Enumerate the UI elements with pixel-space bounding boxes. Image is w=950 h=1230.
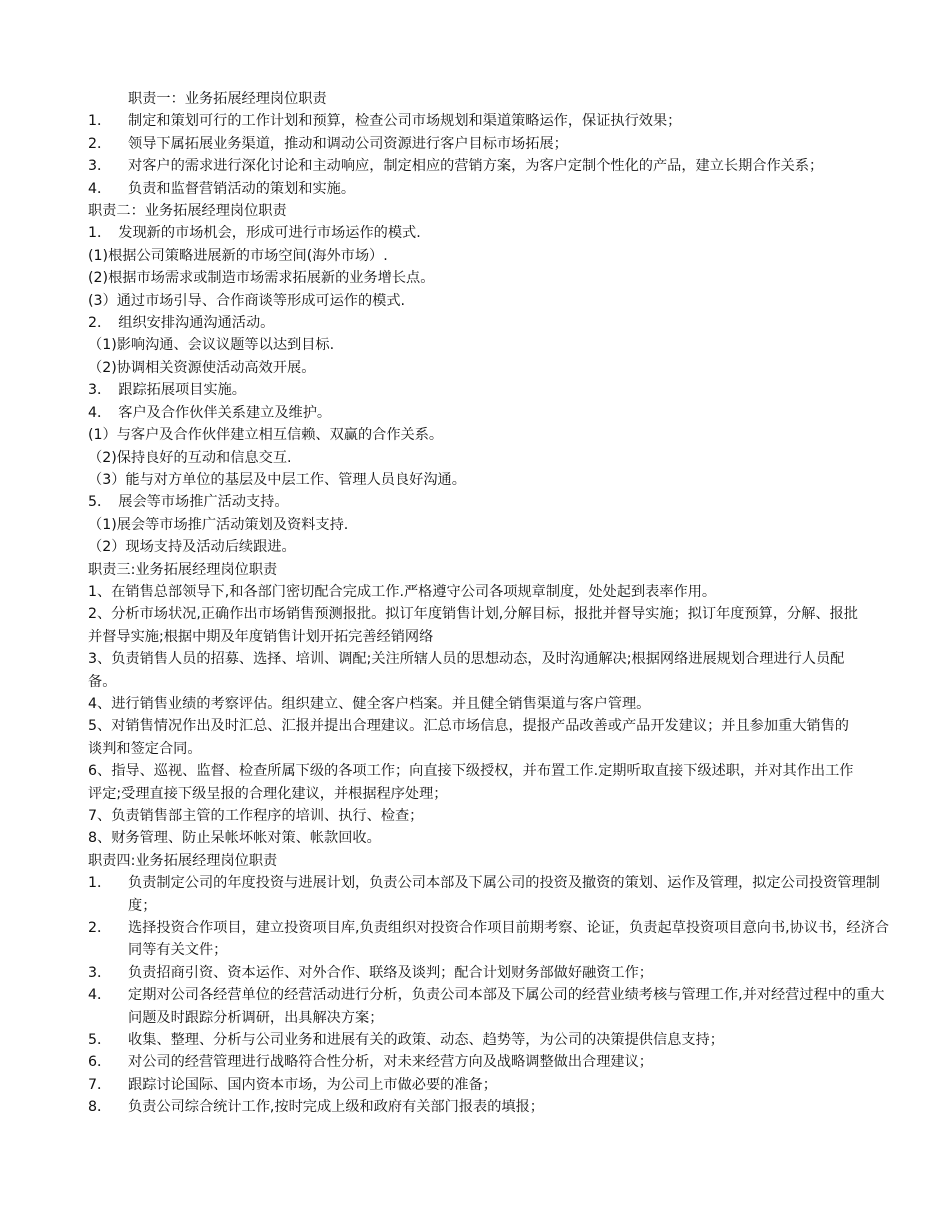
section4-title: 职责四:业务拓展经理岗位职责 — [88, 852, 278, 869]
item-text: 定期对公司各经营单位的经营活动进行分析，负责公司本部及下属公司的经营业绩考核与管理工作,并对经营过程中的重大问题及时跟踪分析调研，出具解决方案； — [128, 987, 885, 1026]
item-number: 2． — [88, 135, 112, 152]
section1-item-4 — [88, 178, 898, 200]
section4-item-7 — [88, 1074, 898, 1096]
section4-item-4 — [88, 984, 898, 1029]
section2-title: 职责二：业务拓展经理岗位职责 — [88, 203, 287, 220]
section2-line-6: （1)影响沟通、会议议题等以达到目标. — [88, 337, 335, 354]
item-text: 负责和监督营销活动的策划和实施。 — [128, 180, 356, 197]
item-text: 跟踪讨论国际、国内资本市场，为公司上市做必要的准备； — [128, 1076, 497, 1093]
section2-line-14: （1)展会等市场推广活动策划及资料支持. — [88, 516, 349, 533]
section1-item-3 — [88, 155, 898, 177]
section4-item-2 — [88, 917, 898, 962]
section2-line-13: 5． 展会等市场推广活动支持。 — [88, 494, 289, 511]
section2-line-15: （2）现场支持及活动后续跟进。 — [88, 539, 296, 556]
section2-line-7: （2)协调相关资源使活动高效开展。 — [88, 359, 316, 376]
section2-line-5: 2． 组织安排沟通沟通活动。 — [88, 315, 275, 332]
item-number: 1． — [88, 113, 112, 130]
item-number: 4． — [88, 987, 112, 1004]
item-number: 6． — [88, 1054, 112, 1071]
item-number: 2． — [88, 920, 112, 937]
item-number: 8． — [88, 1099, 112, 1116]
section2-line-9: 4． 客户及合作伙伴关系建立及维护。 — [88, 404, 332, 421]
section4-item-3 — [88, 962, 898, 984]
section3-item-7: 7、负责销售部主管的工作程序的培训、执行、检查； — [88, 808, 424, 824]
item-text: 负责公司综合统计工作,按时完成上级和政府有关部门报表的填报； — [128, 1099, 544, 1116]
section2-line-1: 1． 发现新的市场机会，形成可进行市场运作的模式. — [88, 225, 421, 242]
item-text: 选择投资合作项目，建立投资项目库,负责组织对投资合作项目前期考察、论证，负责起草投资项目意向书,协议书，经济合同等有关文件； — [128, 920, 889, 959]
section2-line-2: (1)根据公司策略进展新的市场空间(海外市场）. — [88, 247, 388, 264]
item-number: 5． — [88, 1032, 112, 1049]
item-text: 收集、整理、分析与公司业务和进展有关的政策、动态、趋势等，为公司的决策提供信息支持； — [128, 1032, 724, 1049]
item-number: 3． — [88, 158, 112, 175]
item-text: 制定和策划可行的工作计划和预算，检查公司市场规划和渠道策略运作，保证执行效果； — [128, 113, 682, 130]
section3-item-2: 2、分析市场状况,正确作出市场销售预测报批。拟订年度销售计划,分解目标，报批并督导实施；拟订年度预算，分解、报批并督导实施;根据中期及年度销售计划开拓完善经销网络 — [88, 606, 858, 645]
section3-item-5: 5、对销售情况作出及时汇总、汇报并提出合理建议。汇总市场信息，提报产品改善或产品开发建议；并且参加重大销售的谈判和签定合同。 — [88, 718, 849, 757]
section2-line-12: （3）能与对方单位的基层及中层工作、管理人员良好沟通。 — [88, 471, 466, 488]
section3-item-1: 1、在销售总部领导下,和各部门密切配合完成工作.严格遵守公司各项规章制度，处处起到表率作用。 — [88, 583, 717, 600]
section2-line-4: (3）通过市场引导、合作商谈等形成可运作的模式. — [88, 292, 406, 309]
item-text: 负责制定公司的年度投资与进展计划，负责公司本部及下属公司的投资及撤资的策划、运作及管理，拟定公司投资管理制度； — [128, 875, 880, 914]
item-text: 对公司的经营管理进行战略符合性分析，对未来经营方向及战略调整做出合理建议； — [128, 1054, 653, 1071]
section2-line-3: (2)根据市场需求或制造市场需求拓展新的业务增长点。 — [88, 270, 435, 287]
section4-item-6 — [88, 1051, 898, 1073]
section4-item-1 — [88, 872, 898, 917]
item-text: 负责招商引资、资本运作、对外合作、联络及谈判；配合计划财务部做好融资工作； — [128, 964, 653, 981]
section3-title: 职责三:业务拓展经理岗位职责 — [88, 561, 278, 578]
section3-item-6: 6、指导、巡视、监督、检查所属下级的各项工作；向直接下级授权，并布置工作.定期听取直接下级述职，并对其作出工作评定;受理直接下级呈报的合理化建议，并根据程序处理； — [88, 763, 854, 802]
section2-line-11: （2)保持良好的互动和信息交互. — [88, 449, 292, 466]
section4-item-8 — [88, 1096, 898, 1118]
section1-item-1 — [88, 110, 898, 132]
item-number: 7． — [88, 1076, 112, 1093]
section3-item-4: 4、进行销售业绩的考察评估。组织建立、健全客户档案。并且健全销售渠道与客户管理。 — [88, 695, 651, 712]
item-text: 领导下属拓展业务渠道，推动和调动公司资源进行客户目标市场拓展； — [128, 135, 568, 152]
section1-item-2 — [88, 133, 898, 155]
section1-title: 职责一：业务拓展经理岗位职责 — [128, 91, 327, 107]
section3-item-3: 3、负责销售人员的招募、选择、培训、调配;关注所辖人员的思想动态，及时沟通解决;根据网络进展规划合理进行人员配备。 — [88, 651, 845, 690]
section3-item-8: 8、财务管理、防止呆帐坏帐对策、帐款回收。 — [88, 830, 381, 847]
item-number: 1． — [88, 875, 112, 892]
section2-line-10: (1）与客户及合作伙伴建立相互信赖、双赢的合作关系。 — [88, 427, 444, 444]
item-number: 4． — [88, 180, 112, 197]
item-text: 对客户的需求进行深化讨论和主动响应，制定相应的营销方案，为客户定制个性化的产品，建立长期合作关系； — [128, 158, 824, 175]
section2-line-8: 3． 跟踪拓展项目实施。 — [88, 382, 246, 399]
item-number: 3． — [88, 964, 112, 981]
section4-item-5 — [88, 1029, 898, 1051]
